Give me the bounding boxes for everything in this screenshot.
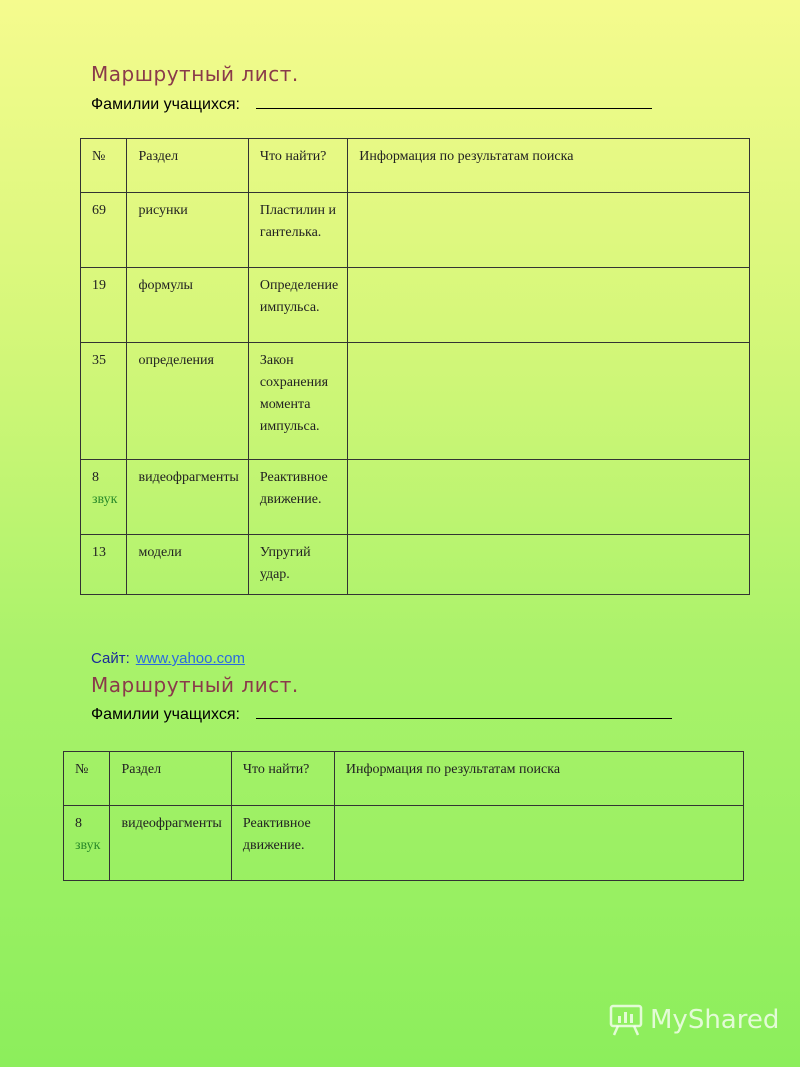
header-find: Что найти?	[231, 752, 334, 806]
row-num: 8	[75, 816, 82, 831]
row-find: Реактивное движение.	[248, 460, 347, 535]
sheet1-names-underline	[256, 94, 652, 109]
presentation-board-icon	[608, 1003, 644, 1037]
row-section: рисунки	[127, 193, 248, 268]
sheet2-names-field	[91, 704, 672, 724]
sheet2-names-underline	[256, 704, 672, 719]
row-num: 13	[81, 535, 127, 595]
row-find: Упругий удар.	[248, 535, 347, 595]
row-info[interactable]	[348, 193, 750, 268]
row-num-extra: звук	[92, 492, 118, 507]
header-section: Раздел	[127, 139, 248, 193]
row-section: видеофрагменты	[127, 460, 248, 535]
site-line	[91, 650, 245, 667]
table-row	[81, 193, 750, 268]
sheet1-table	[80, 138, 750, 595]
table-row	[81, 460, 750, 535]
table-row	[64, 806, 744, 881]
sheet1-names-colon: :	[235, 96, 240, 113]
header-find: Что найти?	[248, 139, 347, 193]
table-row	[81, 343, 750, 460]
row-section: определения	[127, 343, 248, 460]
sheet2-names-label: Фамилии учащихся	[91, 706, 236, 723]
table-row	[81, 268, 750, 343]
header-num: №	[81, 139, 127, 193]
table-row	[81, 535, 750, 595]
row-num-cell	[81, 460, 127, 535]
row-num: 35	[81, 343, 127, 460]
row-section: формулы	[127, 268, 248, 343]
sheet1-names-field	[91, 94, 652, 114]
site-label: Сайт:	[91, 650, 130, 667]
row-num-cell	[64, 806, 110, 881]
row-num: 8	[92, 470, 99, 485]
row-info[interactable]	[334, 806, 743, 881]
row-info[interactable]	[348, 535, 750, 595]
row-info[interactable]	[348, 460, 750, 535]
table-header-row	[81, 139, 750, 193]
myshared-watermark	[608, 1003, 779, 1037]
row-num-extra: звук	[75, 838, 101, 853]
header-info: Информация по результатам поиска	[348, 139, 750, 193]
row-num: 19	[81, 268, 127, 343]
sheet2-table	[63, 751, 744, 881]
site-link[interactable]: www.yahoo.com	[135, 650, 245, 667]
row-find: Закон сохранения момента импульса.	[248, 343, 347, 460]
row-info[interactable]	[348, 268, 750, 343]
row-info[interactable]	[348, 343, 750, 460]
watermark-text: MyShared	[650, 1005, 780, 1035]
sheet2-title: Маршрутный лист.	[91, 673, 299, 697]
header-num: №	[64, 752, 110, 806]
sheet1-names-label: Фамилии учащихся	[91, 96, 236, 113]
row-find: Определение импульса.	[248, 268, 347, 343]
row-find: Реактивное движение.	[231, 806, 334, 881]
sheet1-title: Маршрутный лист.	[91, 62, 299, 86]
row-section: модели	[127, 535, 248, 595]
row-find: Пластилин и гантелька.	[248, 193, 347, 268]
row-section: видеофрагменты	[110, 806, 231, 881]
row-num: 69	[81, 193, 127, 268]
header-info: Информация по результатам поиска	[334, 752, 743, 806]
header-section: Раздел	[110, 752, 231, 806]
table-header-row	[64, 752, 744, 806]
sheet2-names-colon: :	[235, 706, 240, 723]
